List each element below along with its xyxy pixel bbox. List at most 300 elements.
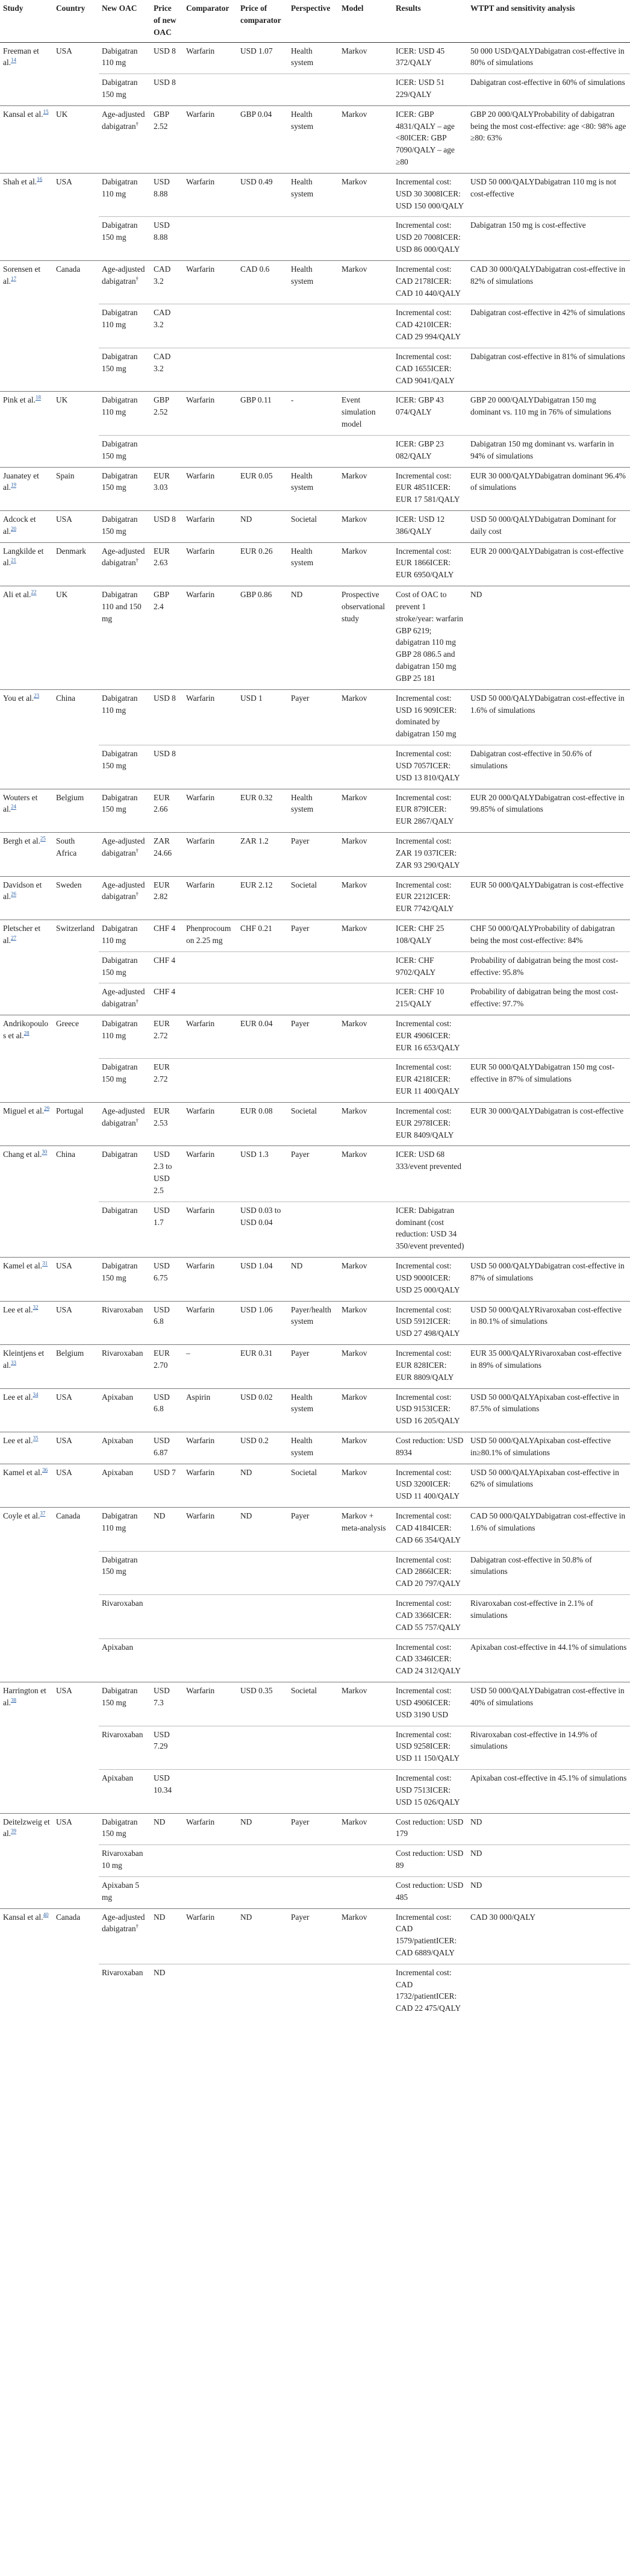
reference-link[interactable]: 16 [37, 176, 43, 183]
model-text: Markov [342, 1686, 367, 1696]
model-text: Markov + meta-analysis [342, 1511, 386, 1532]
oac-price-cell [151, 951, 183, 983]
model-cell [338, 348, 393, 391]
model-cell [338, 1845, 393, 1877]
reference-link[interactable]: 17 [11, 275, 17, 282]
comparator-text: Warfarin [186, 1817, 215, 1826]
wtpt-text: EUR 20 000/QALYDabigatran cost-effective in 99.85% of simulations [470, 792, 625, 814]
oac-price-text: GBP 2.52 [154, 395, 169, 417]
study-name: Adcock et al. [3, 515, 36, 536]
oac-price-text: USD 6.75 [154, 1261, 170, 1282]
model-cell [338, 1964, 393, 2019]
reference-link[interactable]: 15 [43, 108, 49, 115]
table-row [0, 1508, 630, 1551]
perspective-text: Payer [291, 924, 310, 933]
country-cell: USA [53, 1813, 99, 1908]
comparator-text: Warfarin [186, 1205, 215, 1215]
header-cell: New OAC [99, 0, 151, 42]
results-cell [393, 1258, 467, 1301]
wtpt-text: CAD 30 000/QALYDabigatran cost-effective in 82% of simulations [470, 264, 626, 286]
wtpt-cell [467, 260, 630, 304]
reference-link[interactable]: 36 [42, 1467, 48, 1473]
oac-price-cell [151, 173, 183, 216]
oac-price-cell [151, 1464, 183, 1507]
oac-price-text: CHF 4 [154, 924, 176, 933]
results-cell [393, 1726, 467, 1769]
new-oac-cell [99, 789, 151, 832]
model-cell [338, 1202, 393, 1257]
results-cell [393, 1059, 467, 1102]
comparator-cell [183, 1102, 237, 1145]
wtpt-cell [467, 105, 630, 173]
comparator-price-cell [237, 173, 288, 216]
study-cell [0, 1015, 53, 1102]
wtpt-text: CAD 50 000/QALYDabigatran cost-effective in 1.6% of simulations [470, 1511, 626, 1532]
model-text: Markov [342, 1467, 367, 1477]
study-name: Coyle et al. [3, 1511, 40, 1521]
oac-price-text: USD 8 [154, 749, 176, 759]
model-text: Markov [342, 880, 367, 889]
perspective-cell [288, 1682, 338, 1726]
study-name: Shah et al. [3, 177, 37, 186]
comparator-price-cell [237, 467, 288, 510]
study-name: Kamel et al. [3, 1467, 43, 1477]
wtpt-cell [467, 745, 630, 789]
perspective-text: - [291, 395, 294, 405]
reference-link[interactable]: 28 [23, 1030, 30, 1036]
new-oac-text: Dabigatran 150 mg [102, 221, 138, 242]
results-cell [393, 1845, 467, 1877]
new-oac-text: Rivaroxaban [102, 1967, 143, 1977]
perspective-text: Societal [291, 1106, 317, 1115]
perspective-text: Health system [291, 471, 314, 492]
comparator-price-text: CHF 0.21 [240, 924, 272, 933]
new-oac-cell [99, 435, 151, 467]
model-cell [338, 1388, 393, 1432]
study-name: Kansal et al. [3, 109, 43, 119]
reference-link[interactable]: 23 [34, 692, 40, 699]
new-oac-text: Rivaroxaban 10 mg [102, 1849, 143, 1870]
oac-price-cell [151, 586, 183, 690]
wtpt-text: Dabigatran cost-effective in 50.6% of simulations [470, 749, 592, 770]
oac-price-cell [151, 1876, 183, 1908]
oac-price-text: USD 7.29 [154, 1729, 170, 1751]
comparator-text: Warfarin [186, 693, 215, 703]
oac-price-cell [151, 1682, 183, 1726]
oac-price-cell [151, 1015, 183, 1058]
comparator-cell [183, 1301, 237, 1344]
comparator-cell [183, 435, 237, 467]
comparator-text: Warfarin [186, 836, 215, 846]
comparator-price-cell [237, 42, 288, 74]
perspective-cell [288, 920, 338, 952]
reference-link[interactable]: 33 [11, 1359, 17, 1366]
comparator-price-cell [237, 1345, 288, 1388]
comparator-cell [183, 689, 237, 745]
comparator-price-cell [237, 217, 288, 260]
model-cell [338, 304, 393, 348]
model-cell [338, 42, 393, 74]
results-cell [393, 1876, 467, 1908]
perspective-text: Payer [291, 1018, 310, 1028]
new-oac-cell [99, 42, 151, 74]
wtpt-text: USD 50 000/QALYDabigatran cost-effective in 40% of simulations [470, 1686, 625, 1707]
results-cell [393, 1508, 467, 1551]
oac-price-text: CAD 3.2 [154, 308, 171, 330]
new-oac-cell [99, 348, 151, 391]
comparator-price-cell [237, 1432, 288, 1464]
perspective-cell [288, 304, 338, 348]
results-text: ICER: CHF 25 108/QALY [396, 924, 444, 945]
country-cell: China [53, 689, 99, 789]
results-text: Incremental cost: EUR 879ICER: EUR 2867/QALY [396, 792, 454, 826]
perspective-cell [288, 689, 338, 745]
oac-price-cell [151, 1813, 183, 1845]
oac-price-cell [151, 745, 183, 789]
oac-price-cell [151, 920, 183, 952]
comparator-cell [183, 833, 237, 876]
model-cell [338, 1059, 393, 1102]
new-oac-text: Age-adjusted dabigatran [102, 546, 145, 568]
results-text: ICER: CHF 9702/QALY [396, 955, 436, 977]
new-oac-text: Age-adjusted dabigatran [102, 109, 145, 131]
perspective-cell [288, 74, 338, 106]
wtpt-cell [467, 1726, 630, 1769]
model-cell [338, 689, 393, 745]
table-row [0, 1258, 630, 1301]
reference-link[interactable]: 22 [31, 589, 37, 595]
perspective-text: Payer [291, 1150, 310, 1159]
new-oac-text: Dabigatran 150 mg [102, 1555, 138, 1576]
results-text: Incremental cost: USD 16 909ICER: dominated by dabigatran 150 mg [396, 693, 457, 739]
comparator-price-cell [237, 1464, 288, 1507]
comparator-price-cell [237, 789, 288, 832]
comparator-text: Warfarin [186, 1511, 215, 1521]
results-cell [393, 1770, 467, 1813]
results-text: ICER: GBP 4831/QALY – age <80ICER: GBP 7090/QALY – age ≥80 [396, 109, 455, 167]
comparator-price-text: USD 0.2 [240, 1436, 269, 1445]
comparator-text: Warfarin [186, 1106, 215, 1115]
wtpt-cell [467, 1638, 630, 1682]
country-cell: UK [53, 586, 99, 690]
comparator-price-cell [237, 586, 288, 690]
results-text: ICER: USD 12 386/QALY [396, 515, 445, 536]
perspective-cell [288, 42, 338, 74]
results-cell [393, 42, 467, 74]
perspective-cell [288, 1388, 338, 1432]
new-oac-cell [99, 1964, 151, 2019]
reference-link[interactable]: 37 [40, 1510, 46, 1517]
new-oac-cell [99, 392, 151, 435]
reference-link[interactable]: 40 [43, 1911, 49, 1918]
dagger-footnote-mark: † [136, 275, 139, 282]
comparator-price-cell [237, 951, 288, 983]
results-cell [393, 745, 467, 789]
wtpt-text: USD 50 000/QALYApixaban cost-effective in 87.5% of simulations [470, 1392, 619, 1414]
reference-link[interactable]: 38 [11, 1697, 17, 1703]
reference-link[interactable]: 26 [11, 891, 17, 897]
oac-price-cell [151, 467, 183, 510]
comparator-price-cell [237, 1508, 288, 1551]
new-oac-text: Apixaban [102, 1773, 134, 1783]
comparator-cell [183, 1059, 237, 1102]
wtpt-text: ND [470, 590, 482, 600]
wtpt-cell [467, 173, 630, 216]
reference-link[interactable]: 24 [11, 803, 17, 810]
new-oac-cell [99, 1015, 151, 1058]
oac-price-text: USD 8 [154, 693, 176, 703]
study-name: Lee et al. [3, 1392, 33, 1402]
new-oac-text: Dabigatran 110 mg [102, 177, 138, 198]
comparator-price-text: CAD 0.6 [240, 264, 270, 274]
oac-price-text: USD 6.8 [154, 1392, 170, 1414]
perspective-text: Payer [291, 836, 310, 846]
model-cell [338, 745, 393, 789]
model-text: Markov [342, 1817, 367, 1826]
oac-price-cell [151, 348, 183, 391]
reference-link[interactable]: 31 [42, 1260, 48, 1267]
new-oac-cell [99, 1551, 151, 1594]
comparator-text: Warfarin [186, 177, 215, 186]
reference-link[interactable]: 20 [11, 525, 17, 532]
wtpt-text: Rivaroxaban cost-effective in 2.1% of simulations [470, 1599, 593, 1620]
study-name: Juanatey et al. [3, 471, 39, 492]
study-cell [0, 789, 53, 832]
wtpt-cell [467, 542, 630, 586]
oac-price-cell [151, 304, 183, 348]
reference-link[interactable]: 19 [11, 481, 17, 488]
reference-link[interactable]: 25 [40, 835, 46, 842]
results-cell [393, 1015, 467, 1058]
study-name: Davidson et al. [3, 880, 42, 901]
new-oac-cell [99, 1726, 151, 1769]
results-cell [393, 1202, 467, 1257]
wtpt-text: EUR 50 000/QALYDabigatran 150 mg cost-effective in 87% of simulations [470, 1062, 615, 1084]
reference-link[interactable]: 18 [35, 394, 41, 401]
reference-link[interactable]: 14 [11, 57, 17, 63]
table-row [0, 42, 630, 74]
new-oac-text: Dabigatran 110 mg [102, 924, 138, 945]
reference-link[interactable]: 29 [44, 1105, 50, 1112]
comparator-price-cell [237, 1876, 288, 1908]
model-text: Markov [342, 109, 367, 119]
wtpt-cell [467, 876, 630, 920]
comparator-price-text: EUR 0.04 [240, 1018, 273, 1028]
comparator-price-text: USD 1.04 [240, 1261, 273, 1271]
perspective-text: ND [291, 1261, 303, 1271]
reference-link[interactable]: 30 [42, 1149, 48, 1155]
study-name: Pletscher et al. [3, 924, 41, 945]
new-oac-text: Dabigatran 110 mg [102, 1511, 138, 1532]
oac-price-cell [151, 789, 183, 832]
comparator-price-cell [237, 435, 288, 467]
study-name: Lee et al. [3, 1436, 33, 1445]
new-oac-text: Rivaroxaban [102, 1305, 143, 1314]
study-cell [0, 105, 53, 173]
new-oac-text: Dabigatran 150 mg [102, 351, 138, 373]
comparator-price-text: ND [240, 515, 252, 524]
table-row [0, 876, 630, 920]
wtpt-text: Dabigatran cost-effective in 42% of simulations [470, 308, 625, 318]
comparator-cell [183, 105, 237, 173]
model-text: Markov [342, 1436, 367, 1445]
results-text: Incremental cost: CAD 1579/patientICER: CAD 6889/QALY [396, 1912, 457, 1957]
study-name: Chang et al. [3, 1150, 42, 1159]
study-name: Miguel et al. [3, 1106, 45, 1115]
results-text: Incremental cost: USD 9153ICER: USD 16 205/QALY [396, 1392, 460, 1426]
wtpt-text: Dabigatran 150 mg is cost-effective [470, 221, 586, 230]
results-text: ICER: GBP 23 082/QALY [396, 439, 444, 460]
results-cell [393, 920, 467, 952]
comparator-price-cell [237, 1059, 288, 1102]
wtpt-cell [467, 467, 630, 510]
comparator-cell [183, 1908, 237, 1964]
new-oac-text: Dabigatran 150 mg [102, 749, 138, 770]
wtpt-text: GBP 20 000/QALYDabigatran 150 mg dominant vs. 110 mg in 76% of simulations [470, 395, 611, 417]
results-cell [393, 511, 467, 543]
model-cell [338, 1726, 393, 1769]
oac-price-cell [151, 1301, 183, 1344]
results-text: Incremental cost: EUR 4906ICER: EUR 16 653/QALY [396, 1018, 460, 1052]
new-oac-text: Apixaban [102, 1467, 134, 1477]
study-name: Andrikopoulos et al. [3, 1018, 49, 1040]
comparator-price-text: ND [240, 1511, 252, 1521]
perspective-text: Societal [291, 515, 317, 524]
new-oac-text: Rivaroxaban [102, 1729, 143, 1739]
oac-price-cell [151, 42, 183, 74]
wtpt-cell [467, 392, 630, 435]
table-row [0, 467, 630, 510]
comparator-cell [183, 1508, 237, 1551]
comparator-cell [183, 304, 237, 348]
results-text: Incremental cost: USD 9000ICER: USD 25 000/QALY [396, 1261, 460, 1294]
results-cell [393, 173, 467, 216]
comparator-price-cell [237, 511, 288, 543]
new-oac-text: Dabigatran 150 mg [102, 955, 138, 977]
comparator-cell [183, 1876, 237, 1908]
study-cell [0, 467, 53, 510]
new-oac-cell [99, 542, 151, 586]
reference-link[interactable]: 35 [33, 1435, 39, 1441]
table-row [0, 1345, 630, 1388]
new-oac-cell [99, 745, 151, 789]
model-cell [338, 1146, 393, 1202]
comparator-price-cell [237, 833, 288, 876]
results-cell [393, 1551, 467, 1594]
perspective-cell [288, 586, 338, 690]
oac-price-text: ND [154, 1511, 166, 1521]
model-text: Markov [342, 693, 367, 703]
wtpt-text: USD 50 000/QALYRivaroxaban cost-effective in 80.1% of simulations [470, 1305, 622, 1326]
study-cell [0, 1464, 53, 1507]
study-name: Wouters et al. [3, 792, 38, 814]
perspective-cell [288, 876, 338, 920]
reference-link[interactable]: 39 [11, 1828, 17, 1834]
reference-link[interactable]: 21 [11, 557, 17, 564]
comparator-price-cell [237, 1682, 288, 1726]
country-cell: Belgium [53, 789, 99, 832]
new-oac-cell [99, 833, 151, 876]
wtpt-cell [467, 511, 630, 543]
comparator-cell [183, 511, 237, 543]
country-cell: Greece [53, 1015, 99, 1102]
study-cell [0, 42, 53, 105]
header-row [0, 0, 630, 42]
model-cell [338, 951, 393, 983]
oac-price-cell [151, 1508, 183, 1551]
reference-link[interactable]: 32 [33, 1304, 39, 1311]
study-cell [0, 689, 53, 789]
model-text: Markov [342, 924, 367, 933]
wtpt-cell [467, 951, 630, 983]
study-name: Deitelzweig et al. [3, 1817, 50, 1838]
wtpt-cell [467, 920, 630, 952]
comparator-text: – [186, 1349, 190, 1358]
new-oac-cell [99, 1770, 151, 1813]
results-text: Incremental cost: CAD 3366ICER: CAD 55 757/QALY [396, 1599, 461, 1632]
table-row [0, 689, 630, 745]
results-text: Cost reduction: USD 89 [396, 1849, 464, 1870]
oac-price-text: GBP 2.52 [154, 109, 169, 131]
wtpt-cell [467, 1813, 630, 1845]
reference-link[interactable]: 27 [11, 935, 17, 941]
comparator-cell [183, 1146, 237, 1202]
new-oac-cell [99, 689, 151, 745]
wtpt-cell [467, 1146, 630, 1202]
new-oac-text: Dabigatran 110 mg [102, 46, 138, 67]
comparator-text: Warfarin [186, 395, 215, 405]
oac-price-cell [151, 1202, 183, 1257]
results-text: Incremental cost: CAD 1655ICER: CAD 9041/QALY [396, 351, 455, 385]
results-cell [393, 348, 467, 391]
study-cell [0, 542, 53, 586]
header-cell: Results [393, 0, 467, 42]
country-cell: Canada [53, 1908, 99, 2019]
model-text: Markov [342, 1912, 367, 1922]
results-text: Incremental cost: EUR 4851ICER: EUR 17 581/QALY [396, 471, 460, 504]
new-oac-cell [99, 1258, 151, 1301]
results-text: Incremental cost: USD 30 3008ICER: USD 150 000/QALY [396, 177, 464, 210]
comparator-price-text: ND [240, 1467, 252, 1477]
wtpt-text: Probability of dabigatran being the most cost-effective: 95.8% [470, 955, 619, 977]
country-cell: South Africa [53, 833, 99, 876]
wtpt-cell [467, 1770, 630, 1813]
study-name: Ali et al. [3, 590, 31, 600]
table-row [0, 1388, 630, 1432]
header-cell: Study [0, 0, 53, 42]
results-text: Incremental cost: EUR 2978ICER: EUR 8409/QALY [396, 1106, 454, 1139]
table-row [0, 1813, 630, 1845]
reference-link[interactable]: 34 [33, 1391, 39, 1398]
comparator-cell [183, 876, 237, 920]
results-cell [393, 1908, 467, 1964]
model-cell [338, 1908, 393, 1964]
study-cell [0, 1146, 53, 1258]
new-oac-text: Apixaban [102, 1436, 134, 1445]
perspective-text: Societal [291, 1686, 317, 1696]
perspective-text: Health system [291, 1436, 314, 1457]
new-oac-cell [99, 304, 151, 348]
comparator-cell [183, 42, 237, 74]
comparator-cell [183, 392, 237, 435]
comparator-text: Warfarin [186, 792, 215, 802]
country-cell: USA [53, 42, 99, 105]
table-row [0, 173, 630, 216]
new-oac-cell [99, 1301, 151, 1344]
results-text: Incremental cost: CAD 4184ICER: CAD 66 354/QALY [396, 1511, 461, 1544]
model-cell [338, 1345, 393, 1388]
wtpt-cell [467, 833, 630, 876]
